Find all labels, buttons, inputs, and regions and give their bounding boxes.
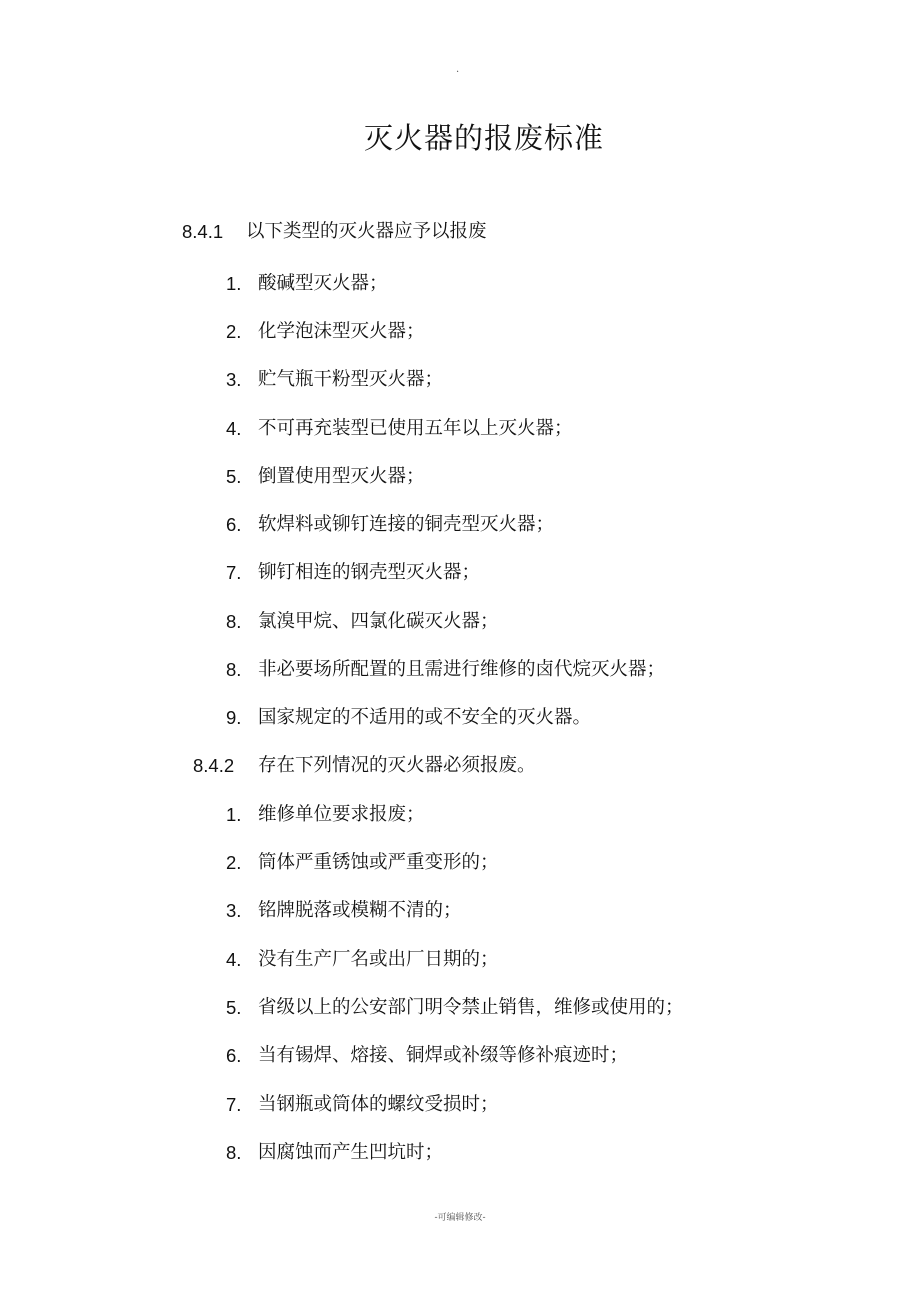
list-item-text: 酸碱型灭火器；	[258, 273, 388, 294]
section-heading: 存在下列情况的灭火器必须报废。	[258, 755, 536, 776]
list-item-number: 7.	[226, 562, 242, 583]
list-item-text: 软焊料或铆钉连接的铜壳型灭火器；	[258, 514, 555, 535]
list-item-number: 9.	[226, 707, 242, 728]
page-title: 灭火器的报废标准	[363, 121, 604, 155]
list-item-number: 8.	[226, 1142, 242, 1163]
section-heading: 以下类型的灭火器应予以报废	[246, 221, 487, 242]
list-item-text: 省级以上的公安部门明令禁止销售，维修或使用的；	[258, 997, 684, 1018]
list-item-number: 8.	[226, 659, 242, 680]
list-item-text: 因腐蚀而产生凹坑时；	[258, 1142, 444, 1163]
list-item-number: 6.	[226, 1045, 242, 1066]
list-item-text: 氯溴甲烷、四氯化碳灭火器；	[258, 611, 499, 632]
list-item-text: 贮气瓶干粉型灭火器；	[258, 369, 444, 390]
list-item-text: 国家规定的不适用的或不安全的灭火器。	[258, 707, 592, 728]
page-footer: -可编辑修改-	[434, 1213, 486, 1223]
list-item-number: 5.	[226, 466, 242, 487]
list-item-text: 铆钉相连的钢壳型灭火器；	[258, 562, 481, 583]
list-item-number: 3.	[226, 900, 242, 921]
header-mark: .	[456, 64, 460, 75]
list-item-number: 4.	[226, 949, 242, 970]
section-number: 8.4.1	[182, 221, 224, 242]
list-item-number: 2.	[226, 321, 242, 342]
list-item-text: 没有生产厂名或出厂日期的；	[258, 949, 499, 970]
list-item-text: 铭牌脱落或模糊不清的；	[258, 900, 462, 921]
list-item-text: 倒置使用型灭火器；	[258, 466, 425, 487]
list-item-number: 7.	[226, 1094, 242, 1115]
list-item-text: 筒体严重锈蚀或严重变形的；	[258, 852, 499, 873]
list-item-text: 非必要场所配置的且需进行维修的卤代烷灭火器；	[258, 659, 666, 680]
list-item-text: 不可再充装型已使用五年以上灭火器；	[258, 418, 573, 439]
list-item-text: 当钢瓶或筒体的螺纹受损时；	[258, 1094, 499, 1115]
list-item-number: 6.	[226, 514, 242, 535]
list-item-number: 1.	[226, 804, 242, 825]
list-item-text: 化学泡沫型灭火器；	[258, 321, 425, 342]
list-item-number: 5.	[226, 997, 242, 1018]
list-item-number: 2.	[226, 852, 242, 873]
list-item-number: 8.	[226, 611, 242, 632]
list-item-number: 4.	[226, 418, 242, 439]
list-item-text: 维修单位要求报废；	[258, 804, 425, 825]
list-item-number: 3.	[226, 369, 242, 390]
section-number: 8.4.2	[193, 755, 235, 776]
list-item-number: 1.	[226, 273, 242, 294]
list-item-text: 当有锡焊、熔接、铜焊或补缀等修补痕迹时；	[258, 1045, 629, 1066]
